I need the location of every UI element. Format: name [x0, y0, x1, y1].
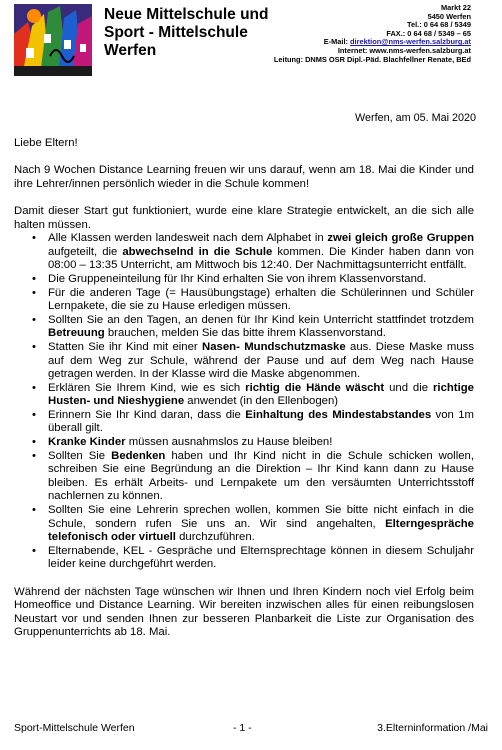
contact-value: Leitung: DNMS OSR Dipl.-Päd. Blachfellner Renate, BEd: [273, 54, 471, 64]
school-name-line: Neue Mittelschule und: [104, 6, 269, 23]
item-text: und die: [384, 381, 433, 394]
bullet-icon: •: [32, 504, 36, 517]
list-item: [14, 314, 474, 341]
emphasized-text: Elterngespräche telefonisch oder virtuell: [48, 517, 474, 544]
page-number: - 1 -: [233, 722, 252, 734]
footer-doc-title: 3.Elterninformation /Mai: [377, 722, 488, 734]
list-item: [14, 436, 474, 450]
school-logo: [14, 4, 92, 76]
closing-paragraph: Während der nächsten Tage wünschen wir Ihnen und Ihren Kindern noch viel Erfolg beim Homeoffice und Distance Learning. Wir bereiten inzwischen alles für einen reibungslosen Neustart vor und senden Ihnen zur besseren Planbarkeit die Liste zur Organisation des Gruppenunterrichts ab 18. Mai.: [14, 585, 474, 639]
bullet-icon: •: [32, 449, 36, 462]
list-item: [14, 504, 474, 545]
bullet-icon: •: [32, 232, 36, 245]
item-text: Erinnern Sie Ihr Kind daran, dass die: [48, 408, 246, 421]
item-text: aus. Diese Maske muss auf dem Weg zur Schule, während der Pause und auf dem Weg nach Hause getragen werden. In der Klasse wird die Maske abgenommen.: [48, 340, 474, 381]
emphasized-text: richtig die Hände wäscht: [245, 381, 385, 394]
bullet-icon: •: [32, 381, 36, 394]
contact-block: [274, 4, 471, 64]
list-item: [14, 341, 474, 382]
item-text: Sollten Sie an den Tagen, an denen für Ihr Kind kein Unterricht stattfindet trotzdem: [48, 313, 474, 326]
contact-value: Internet: www.nms-werfen.salzburg.at: [337, 45, 471, 55]
list-item: [14, 287, 474, 314]
letter-date: Werfen, am 05. Mai 2020: [354, 112, 476, 124]
list-item: [14, 232, 474, 273]
list-item: [14, 382, 474, 409]
emphasized-text: abwechselnd in die Schule: [122, 245, 273, 258]
item-text: Die Gruppeneinteilung für Ihr Kind erhalten Sie von ihrem Klassenvorstand.: [48, 272, 427, 285]
school-name-line: Werfen: [104, 42, 157, 59]
bullet-icon: •: [32, 340, 36, 353]
emphasized-text: Betreuung: [48, 327, 105, 340]
bullet-icon: •: [32, 286, 36, 299]
item-text: müssen ausnahmslos zu Hause bleiben!: [125, 436, 333, 449]
school-name-line: Sport - Mittelschule: [104, 24, 248, 41]
emphasized-text: zwei gleich große Gruppen: [327, 232, 474, 245]
list-item: [14, 273, 474, 287]
emphasized-text: Kranke Kinder: [48, 436, 126, 449]
bullet-icon: •: [32, 313, 36, 326]
rules-list: [14, 232, 474, 572]
item-text: Statten Sie ihr Kind mit einer: [48, 340, 203, 353]
emphasized-text: richtige Husten- und Nieshygiene: [48, 381, 474, 408]
item-text: durchzuführen.: [175, 531, 255, 544]
contact-value: Tel.: 0 64 68 / 5349: [407, 20, 471, 30]
item-text: Erklären Sie Ihrem Kind, wie es sich: [48, 381, 246, 394]
footer-school: Sport-Mittelschule Werfen: [14, 722, 135, 734]
contact-line: [274, 56, 471, 65]
contact-value: 5450 Werfen: [427, 11, 471, 21]
strategy-intro: Damit dieser Start gut funktioniert, wurde eine klare Strategie entwickelt, an die sich alle halten müssen.: [14, 204, 474, 231]
contact-value: FAX.: 0 64 68 / 5349 – 65: [386, 28, 471, 38]
bullet-icon: •: [32, 544, 36, 557]
item-text: kommen. Die Kinder haben dann von 08:00 – 13:35 Unterricht, am Mittwoch bis 12:40. Der Nachmittagsunterricht entfällt.: [48, 245, 474, 272]
contact-label: E-Mail:: [323, 37, 351, 47]
bullet-icon: •: [32, 408, 36, 421]
item-text: Für die anderen Tage (= Hausübungstage) erhalten die Schülerinnen und Schüler Lernpakete, die sie zu Hause erledigen müssen.: [48, 286, 474, 313]
school-name: [104, 6, 274, 60]
email-link[interactable]: direktion@nms-werfen.salzburg.at: [350, 37, 471, 47]
item-text: Sollten Sie: [48, 449, 112, 462]
emphasized-text: Nasen- Mundschutzmaske: [202, 340, 346, 353]
list-item: [14, 545, 474, 572]
list-item: [14, 409, 474, 436]
emphasized-text: Bedenken: [111, 449, 166, 462]
item-text: anwendet (in den Ellenbogen): [184, 395, 339, 408]
bullet-icon: •: [32, 272, 36, 285]
contact-value: Markt 22: [441, 3, 471, 12]
item-text: von 1m überall gilt.: [48, 408, 474, 435]
letter-body: [14, 137, 474, 640]
emphasized-text: Einhaltung des Mindestabstandes: [245, 408, 432, 421]
salutation: Liebe Eltern!: [14, 137, 78, 149]
item-text: brauchen, melden Sie das bitte ihrem Klassenvorstand.: [104, 327, 386, 340]
item-text: aufgeteilt, die: [48, 245, 123, 258]
bullet-icon: •: [32, 436, 36, 449]
intro-paragraph: Nach 9 Wochen Distance Learning freuen wir uns darauf, wenn am 18. Mai die Kinder und ihre Lehrer/innen persönlich wieder in die Schule kommen!: [14, 164, 474, 190]
item-text: haben und Ihr Kind nicht in die Schule schicken wollen, schreiben Sie eine Begründung an die Direktion – Ihr Kind kann dann zu Hause bleiben. Es erhält Arbeits- und Lernpakete um den versäumten Unterrichtsstoff nachlernen zu können.: [48, 449, 474, 503]
item-text: Alle Klassen werden landesweit nach dem Alphabet in: [48, 232, 328, 245]
item-text: Sollten Sie eine Lehrerin sprechen wollen, kommen Sie bitte nicht einfach in die Schule, sondern rufen Sie uns an. Wir sind angehalten,: [48, 504, 474, 530]
item-text: Elternabende, KEL - Gespräche und Elternsprechtage können in diesem Schuljahr leider keine durchgeführt werden.: [48, 544, 474, 571]
list-item: [14, 450, 474, 504]
